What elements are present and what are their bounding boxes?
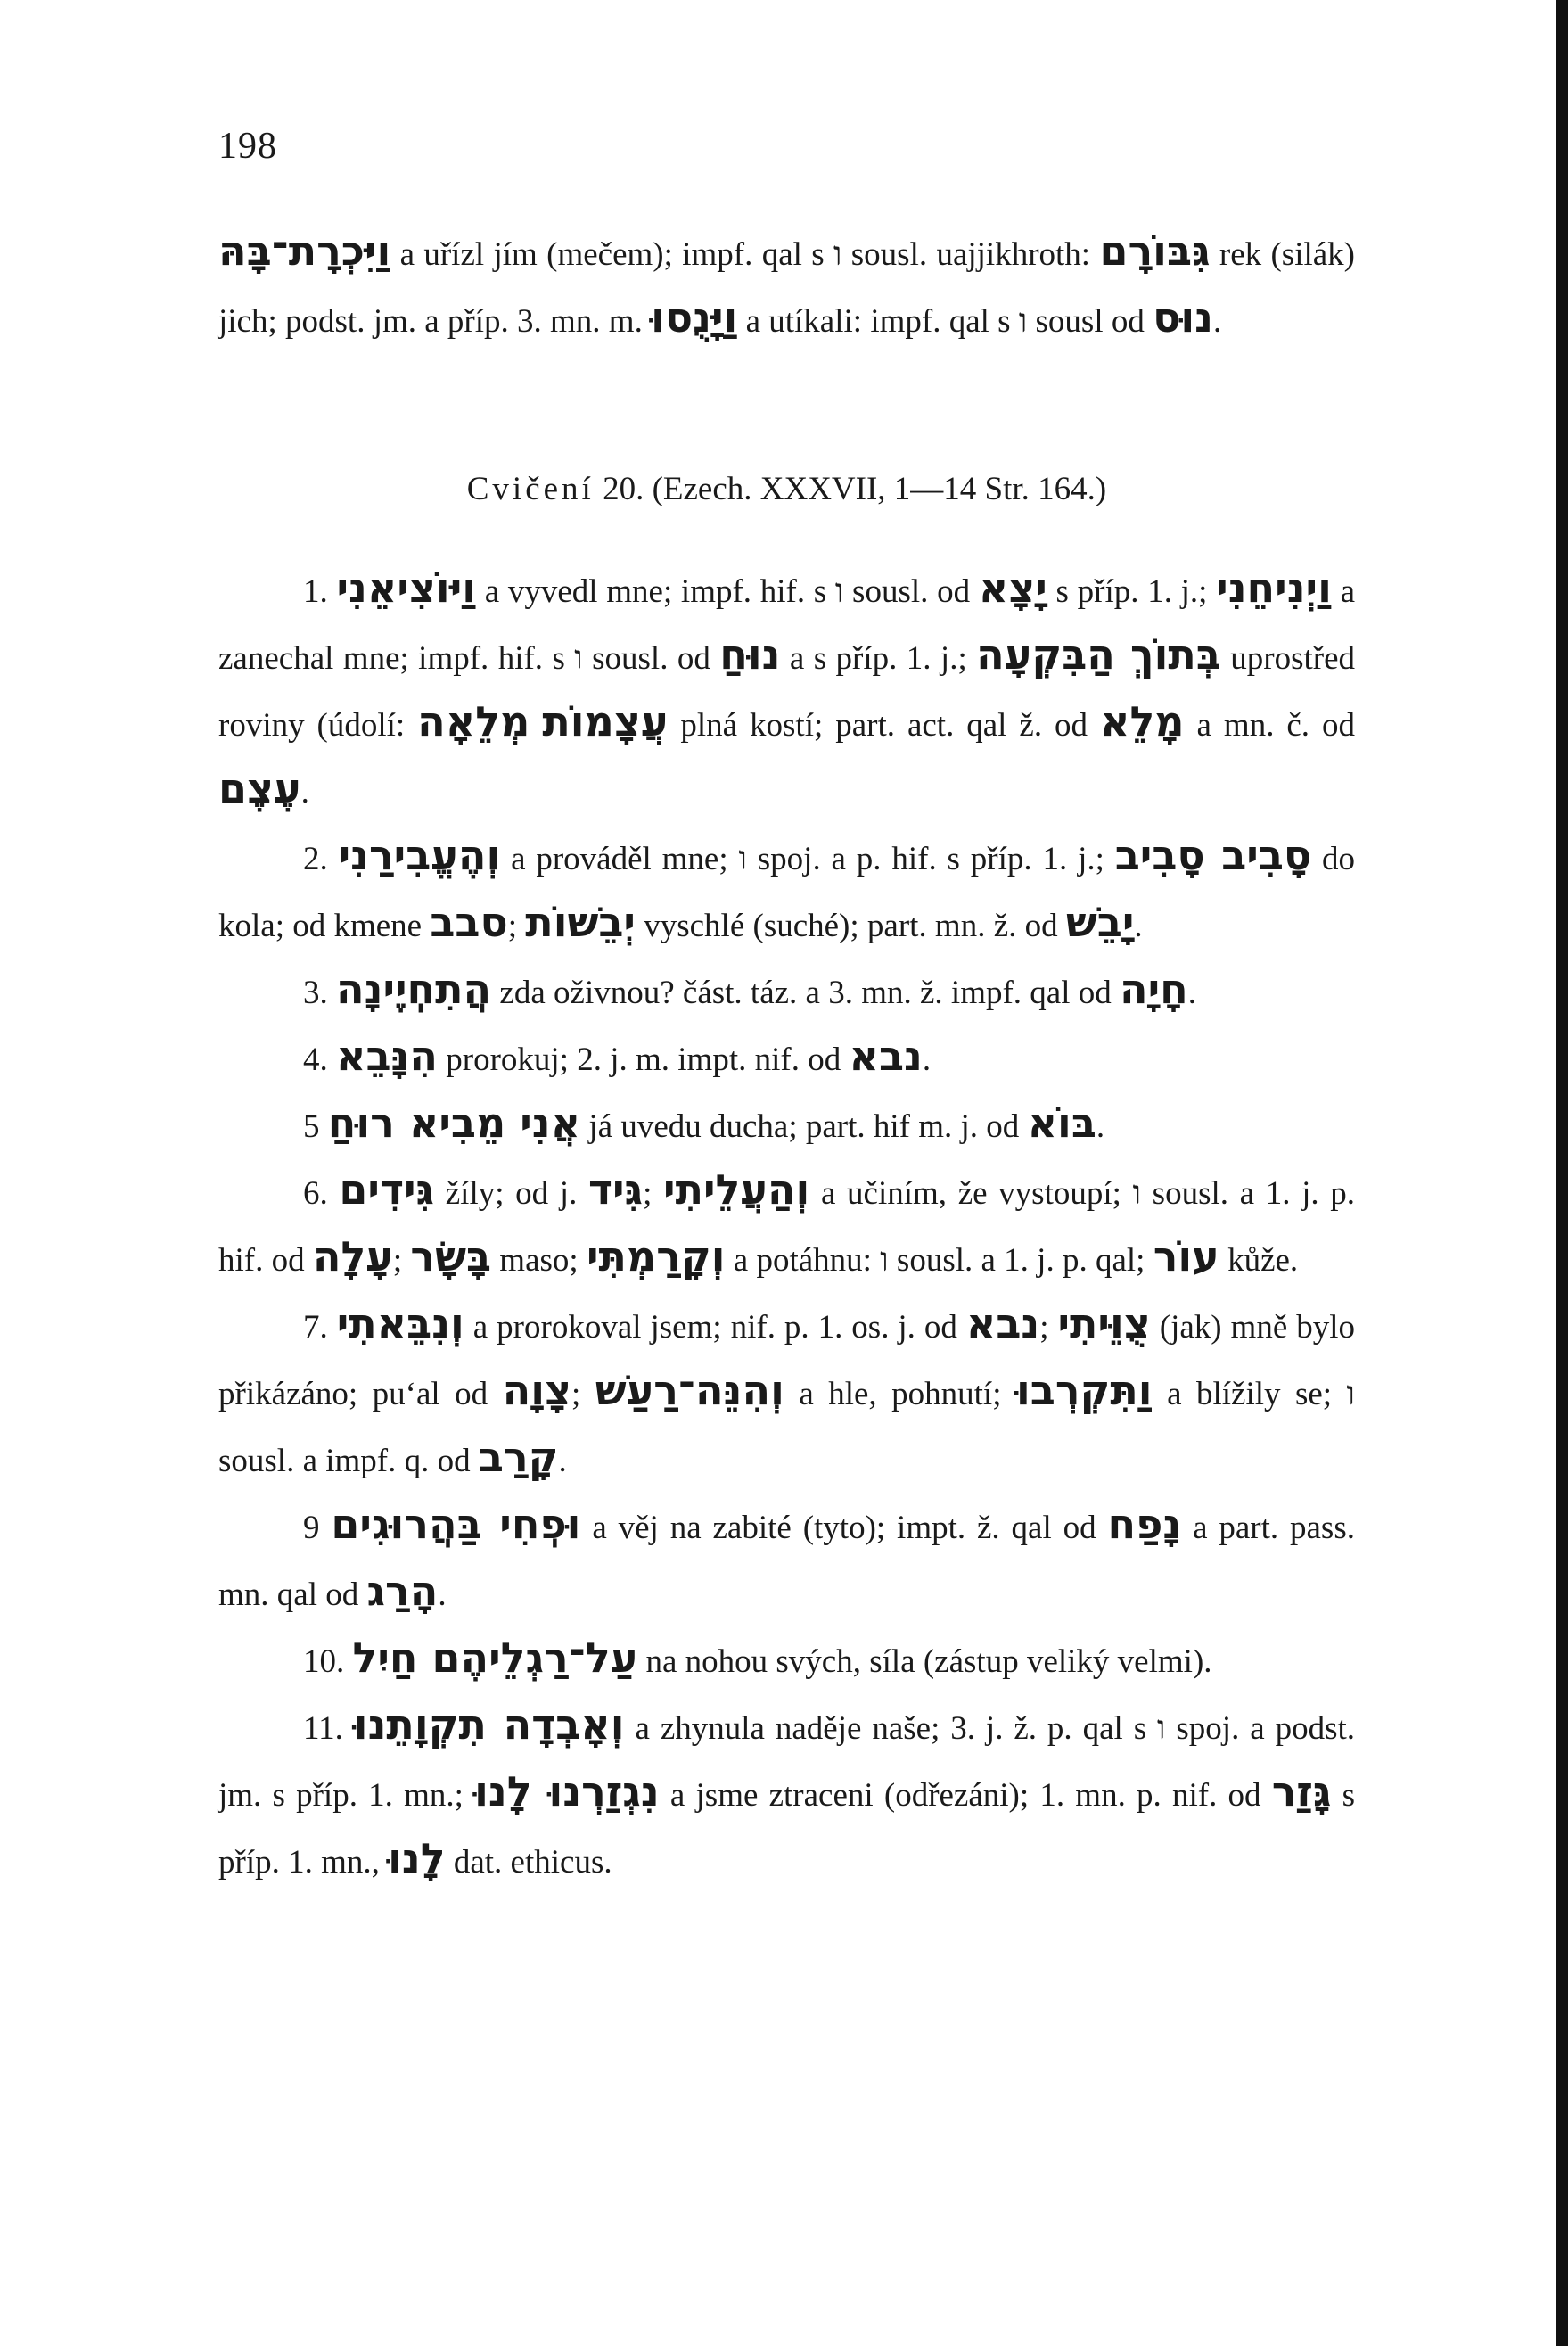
hebrew-word: עוֹר: [1153, 1232, 1219, 1280]
hebrew-word: חָיָה: [1120, 965, 1188, 1013]
gloss-text: .: [1134, 908, 1143, 944]
hebrew-word: הִנָּבֵא: [336, 1032, 438, 1080]
gloss-text: já uvedu ducha; part. hif m. j. od: [580, 1108, 1028, 1145]
hebrew-word: גִּיד: [587, 1165, 644, 1214]
gloss-text: a s příp. 1. j.;: [780, 640, 977, 677]
gloss-text: a jsme ztraceni (odřezáni); 1. mn. p. nif. od: [659, 1777, 1272, 1814]
hebrew-word: קָרַב: [478, 1433, 559, 1481]
item-number: 2.: [303, 841, 339, 877]
gloss-text: .: [1187, 975, 1196, 1011]
gloss-text: a učiním, že vystoupí; ו sousl. a 1. j. p. hif. od: [218, 1175, 1356, 1279]
exercise-item-10: [218, 1626, 1355, 1693]
gloss-text: .: [438, 1576, 447, 1613]
hebrew-word: וּפְחִי בַּהֲרוּגִים: [331, 1500, 581, 1548]
gloss-text: a blížily se; ו sousl. a impf. q. od: [218, 1376, 1356, 1479]
hebrew-word: נבא: [849, 1032, 923, 1080]
heading-title: Cvičení: [466, 471, 595, 507]
gloss-text: kůže.: [1219, 1242, 1299, 1279]
gloss-text: a potáhnu: ו sousl. a 1. j. p. qal;: [725, 1242, 1153, 1279]
gloss-text: ;: [392, 1242, 411, 1279]
hebrew-word: נוּס: [1153, 293, 1214, 342]
hebrew-word: גִּבּוֹרָם: [1099, 226, 1211, 275]
gloss-text: a prorokoval jsem; nif. p. 1. os. j. od: [464, 1309, 966, 1346]
exercise-item-6: [218, 1158, 1355, 1292]
hebrew-word: וְהֶעֱבִירַנִי: [338, 831, 501, 879]
hebrew-word: וְהִנֵּה־רַעַשׁ: [595, 1366, 784, 1414]
gloss-text: s příp. 1. mn.,: [218, 1777, 1356, 1881]
gloss-text: do kola; od kmene: [218, 841, 1355, 944]
item-number: 9: [303, 1510, 332, 1546]
hebrew-word: נִגְזַרְנוּ לָנוּ: [474, 1767, 660, 1815]
hebrew-word: עַל־רַגְלֵיהֶם חַיִל: [352, 1634, 638, 1682]
item-number: 11.: [303, 1710, 354, 1747]
gloss-text: [530, 707, 542, 744]
gloss-text: ;: [643, 1175, 664, 1212]
hebrew-word: נבא: [965, 1299, 1040, 1347]
hebrew-word: וַיָּנֻסוּ: [651, 293, 738, 342]
hebrew-word: וַיִּכְרָת־בָּהּ: [218, 226, 391, 275]
hebrew-word: לָנוּ: [388, 1834, 446, 1882]
hebrew-word: וְהַעֲלֵיתִי: [663, 1165, 810, 1214]
gloss-text: a vyvedl mne; impf. hif. s ו sousl. od: [476, 573, 979, 610]
item-number: 1.: [303, 573, 337, 610]
item-number: 10.: [303, 1643, 353, 1680]
hebrew-word: עָלָה: [312, 1232, 393, 1280]
hebrew-word: סבב: [430, 898, 508, 946]
hebrew-word: וַיְנִיחֵנִי: [1216, 564, 1332, 612]
hebrew-word: יָבֵשׁ: [1065, 898, 1135, 946]
item-number: 3.: [303, 975, 336, 1011]
hebrew-word: עֲצָמוֹת: [542, 697, 669, 745]
gloss-text: prorokuj; 2. j. m. impt. nif. od: [438, 1041, 850, 1078]
exercise-item-9: [218, 1493, 1355, 1626]
page-content: [218, 125, 1355, 1894]
gloss-text: a utíkali: impf. qal s ו sousl od: [737, 303, 1153, 340]
hebrew-word: וַיּוֹצִיאֵנִי: [336, 564, 477, 612]
gloss-text: a mn. č. od: [1184, 707, 1356, 744]
gloss-text: a part. pass. mn. qal od: [218, 1510, 1355, 1613]
gloss-text: vyschlé (suché); part. mn. ž. od: [635, 908, 1066, 944]
gloss-text: .: [922, 1041, 932, 1078]
gloss-text: zda oživnou? část. táz. a 3. mn. ž. impf. qal od: [491, 975, 1120, 1011]
exercise-item-3: [218, 958, 1355, 1025]
hebrew-word: בּוֹא: [1027, 1099, 1096, 1147]
hebrew-word: בְּתוֹךְ הַבִּקְעָה: [976, 630, 1221, 679]
gloss-text: maso;: [491, 1242, 587, 1279]
gloss-text: ;: [571, 1376, 595, 1412]
hebrew-word: גִּידִים: [339, 1165, 435, 1214]
hebrew-word: מָלֵא: [1099, 697, 1185, 745]
gloss-text: plná kostí; part. act. qal ž. od: [668, 707, 1100, 744]
gloss-text: a zanechal mne; impf. hif. s ו sousl. od: [218, 573, 1355, 677]
hebrew-word: הֲתִחְיֶינָה: [336, 965, 492, 1013]
item-number: 6.: [303, 1175, 340, 1212]
hebrew-word: גָּזַר: [1271, 1767, 1332, 1815]
hebrew-word: מְלֵאָה: [417, 697, 530, 745]
exercise-item-2: [218, 824, 1355, 958]
gloss-text: a zhynula naděje naše; 3. j. ž. p. qal s ו spoj. a podst. jm. s příp. 1. mn.;: [218, 1710, 1355, 1814]
item-number: 7.: [303, 1309, 337, 1346]
gloss-text: .: [558, 1443, 567, 1479]
intro-paragraph: [218, 219, 1355, 353]
hebrew-word: צָוָה: [502, 1366, 572, 1414]
hebrew-word: נָפַח: [1107, 1500, 1182, 1548]
gloss-text: ;: [507, 908, 526, 944]
gloss-text: žíly; od j.: [434, 1175, 588, 1212]
exercise-item-7: [218, 1292, 1355, 1493]
page-number: 198: [218, 126, 277, 167]
gloss-text: uprostřed roviny (údolí:: [218, 640, 1356, 744]
gloss-text: .: [1213, 303, 1222, 340]
gloss-text: .: [300, 774, 309, 811]
gloss-text: a prováděl mne; ו spoj. a p. hif. s příp. 1. j.;: [500, 841, 1115, 877]
item-number: 4.: [303, 1041, 336, 1078]
gloss-text: .: [1096, 1108, 1105, 1145]
hebrew-word: וְנִבֵּאתִי: [336, 1299, 464, 1347]
hebrew-word: סָבִיב סָבִיב: [1114, 831, 1312, 879]
gloss-text: rek (silák) jich; podst. jm. a příp. 3. mn. m.: [218, 236, 1355, 340]
exercise-item-1: [218, 556, 1355, 824]
exercise-item-4: [218, 1025, 1355, 1091]
hebrew-word: הָרַג: [366, 1567, 439, 1615]
hebrew-word: וְקָרַמְתִּי: [586, 1232, 726, 1280]
exercise-item-5: [218, 1091, 1355, 1158]
hebrew-word: וְאָבְדָה תִקְוָתֵנוּ: [353, 1700, 625, 1749]
hebrew-word: אֲנִי מֵבִיא רוּחַ: [327, 1099, 581, 1147]
page-edge: [1556, 0, 1568, 2346]
item-number: 5: [303, 1108, 328, 1145]
gloss-text: ;: [1039, 1309, 1058, 1346]
gloss-text: a hle, pohnutí;: [784, 1376, 1016, 1412]
gloss-text: na nohou svých, síla (zástup veliký velmi).: [637, 1643, 1212, 1680]
gloss-text: (jak) mně bylo přikázáno; pu‘al od: [218, 1309, 1355, 1412]
heading-reference: 20. (Ezech. XXXVII, 1—14 Str. 164.): [594, 471, 1107, 507]
gloss-text: a věj na zabité (tyto); impt. ž. qal od: [580, 1510, 1108, 1546]
gloss-text: a uřízl jím (mečem); impf. qal s ו sousl. uajjikhroth:: [390, 236, 1100, 273]
exercise-item-11: [218, 1693, 1355, 1894]
gloss-text: dat. ethicus.: [445, 1844, 612, 1881]
hebrew-word: יְבֵשׁוֹת: [525, 898, 636, 946]
hebrew-word: בָּשָׂר: [410, 1232, 492, 1280]
hebrew-word: צֻוֵּיתִי: [1057, 1299, 1151, 1347]
gloss-text: s příp. 1. j.;: [1047, 573, 1217, 610]
hebrew-word: נוּחַ: [719, 630, 781, 679]
hebrew-word: יָצָא: [978, 564, 1047, 612]
hebrew-word: עֶצֶם: [218, 764, 301, 812]
hebrew-word: וַתִּקְרְבוּ: [1015, 1366, 1153, 1414]
section-heading: [218, 458, 1355, 521]
